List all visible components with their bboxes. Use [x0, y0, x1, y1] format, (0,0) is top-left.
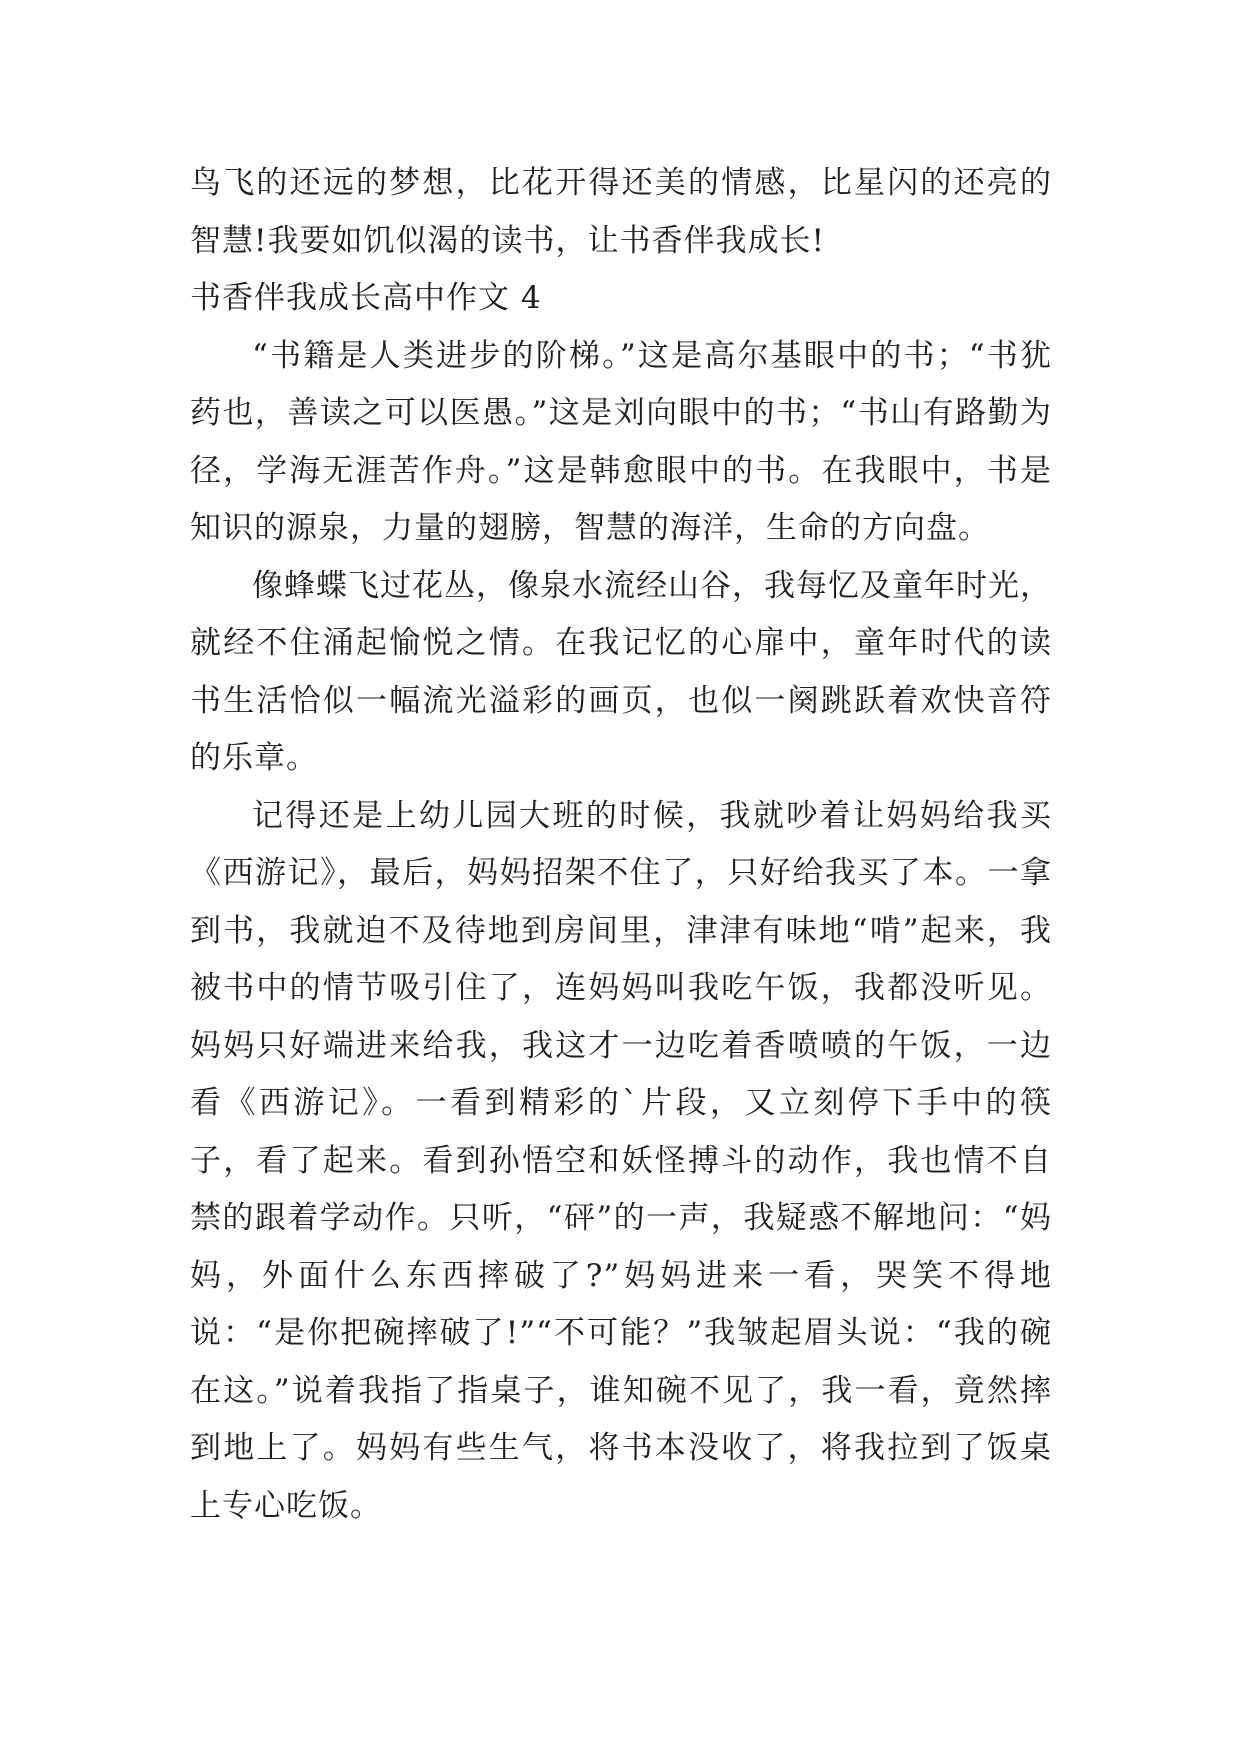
paragraph-childhood-memory: 像蜂蝶飞过花丛，像泉水流经山谷，我每忆及童年时光，就经不住涌起愉悦之情。在我记忆的心扉中，童年时代的读书生活恰似一幅流光溢彩的画页，也似一阕跳跃着欢快音符的乐章。 — [190, 567, 1052, 776]
essay-body — [190, 155, 1052, 1535]
essay-title: 书香伴我成长高中作文 4 — [190, 280, 542, 316]
paragraph-quotes-about-books: “书籍是人类进步的阶梯。”这是高尔基眼中的书；“书犹药也，善读之可以医愚。”这是刘向眼中的书；“书山有路勤为径，学海无涯苦作舟。”这是韩愈眼中的书。在我眼中，书是知识的源泉，力量的翅膀，智慧的海洋，生命的方向盘。 — [190, 337, 1052, 546]
continuation-paragraph: 鸟飞的还远的梦想，比花开得还美的情感，比星闪的还亮的智慧!我要如饥似渴的读书，让书香伴我成长! — [190, 165, 1052, 259]
paragraph-journey-to-the-west-story: 记得还是上幼儿园大班的时候，我就吵着让妈妈给我买《西游记》，最后，妈妈招架不住了，只好给我买了本。一拿到书，我就迫不及待地到房间里，津津有味地“啃”起来，我被书中的情节吸引住了，连妈妈叫我吃午饭，我都没听见。妈妈只好端进来给我，我这才一边吃着香喷喷的午饭，一边看《西游记》。一看到精彩的`片段，又立刻停下手中的筷子，看了起来。看到孙悟空和妖怪搏斗的动作，我也情不自禁的跟着学动作。只听，“砰”的一声，我疑惑不解地问：“妈妈，外面什么东西摔破了?”妈妈进来一看，哭笑不得地说：“是你把碗摔破了!”“不可能？”我皱起眉头说：“我的碗在这。”说着我指了指桌子，谁知碗不见了，我一看，竟然摔到地上了。妈妈有些生气，将书本没收了，将我拉到了饭桌上专心吃饭。 — [190, 797, 1052, 1524]
